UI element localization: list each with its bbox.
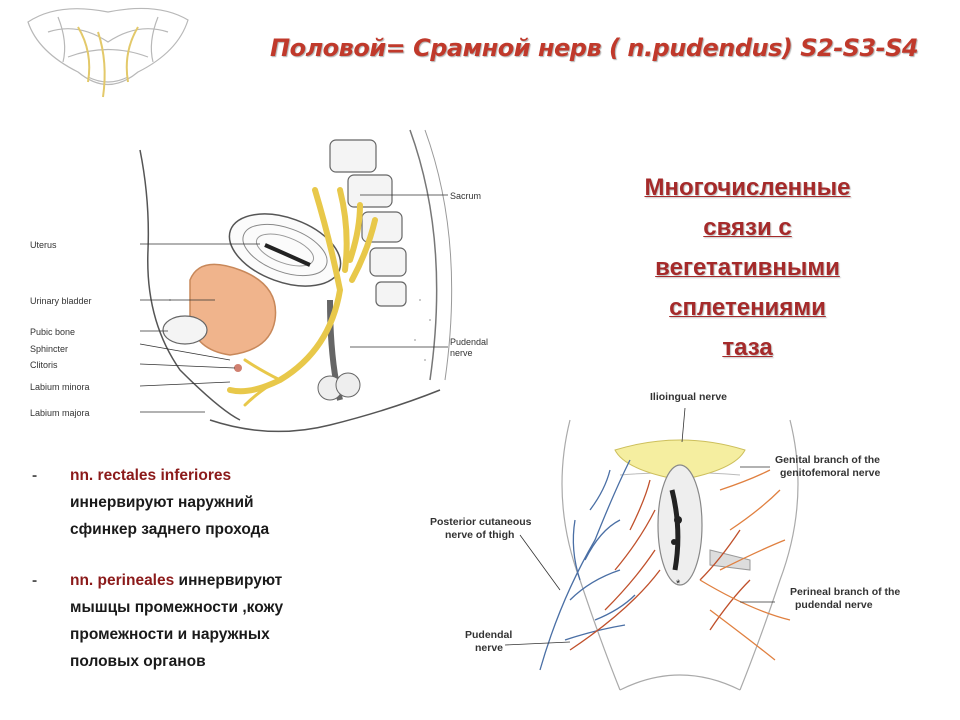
bullet-dash: - [32,572,38,589]
bullet-item [30,567,410,675]
note-line: связи с [703,214,792,241]
label-urinary-bladder: Urinary bladder [30,296,92,306]
note-line: сплетениями [669,294,826,321]
svg-text:*: * [676,578,681,590]
pelvis-thumbnail-image [18,2,198,112]
label-perineal-branch-2: pudendal nerve [795,599,873,611]
label-sphincter: Sphincter [30,344,69,354]
note-line: вегетативными [655,254,840,281]
bullet-dash: - [32,467,38,484]
label-labium-minora: Labium minora [30,382,90,392]
slide-title: Половой= Срамной нерв ( n.pudendus) S2-S3-S4 [270,34,919,62]
label-labium-majora: Labium majora [30,408,90,418]
bullet-list [30,462,410,675]
bullet-line: половых органов [70,653,206,670]
label-perineal-branch-1: Perineal branch of the [790,586,901,598]
bullet-term: nn. perineales [70,572,175,589]
label-genital-branch-1: Genital branch of the [775,454,881,466]
bullet-item [30,462,410,543]
note-line: таза [722,334,773,361]
label-pudendal-nerve: nerve [450,348,473,358]
label-pudendal-2: nerve [475,642,504,654]
bullet-term-rest: иннервируют [174,572,283,589]
label-ilioinguinal-nerve: Ilioingual nerve [650,391,728,403]
label-pudendal: Pudendal [450,337,489,347]
label-sacrum: Sacrum [450,191,482,201]
label-posterior-cutaneous-1: Posterior cutaneous [430,516,532,528]
bullet-line: сфинкер заднего прохода [70,521,270,538]
bullet-term: nn. rectales inferiores [70,467,232,484]
note-line: Многочисленные [644,174,851,201]
label-clitoris: Clitoris [30,360,58,370]
label-posterior-cutaneous-2: nerve of thigh [445,529,515,541]
note-block [590,168,905,368]
bullet-line: мышцы промежности ,кожу [70,599,284,616]
label-genital-branch-2: genitofemoral nerve [780,467,881,479]
bullet-line: промежности и наружных [70,626,270,643]
perineum-nerve-illustration [420,380,950,710]
label-pudendal-1: Pudendal [465,629,513,641]
label-uterus: Uterus [30,240,57,250]
label-pubic-bone: Pubic bone [30,327,76,337]
bullet-line: иннервируют наружний [70,494,254,511]
